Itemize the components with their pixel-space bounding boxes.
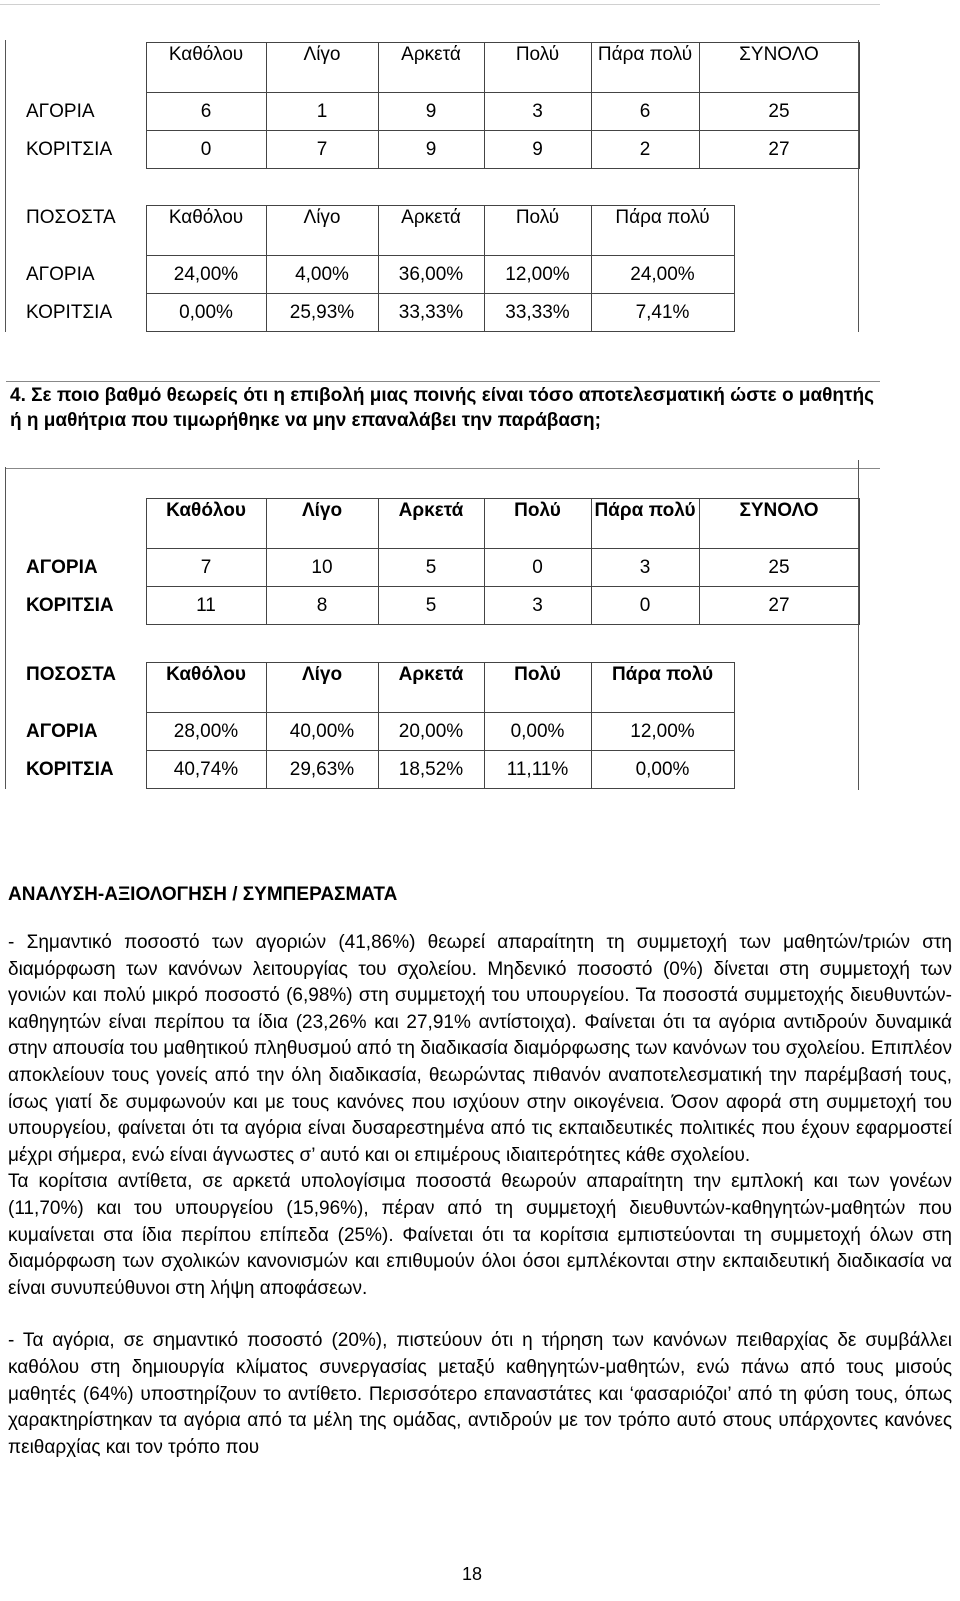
header-cell: Πολύ xyxy=(484,663,591,713)
row-label: ΚΟΡΙΤΣΙΑ xyxy=(26,301,113,323)
table-cell: 0 xyxy=(484,549,591,587)
table-cell: 0 xyxy=(591,587,699,625)
table-cell: 7 xyxy=(266,131,378,169)
page-number: 18 xyxy=(462,1564,483,1584)
question-text: 4. Σε ποιο βαθμό θεωρείς ότι η επιβολή μιας ποινής είναι τόσο αποτελεσματική ώστε ο μαθητής ή η μαθήτρια που τιμωρήθηκε να μην επαναλάβει την παράβαση; xyxy=(10,385,875,431)
analysis-body xyxy=(8,930,952,1461)
table-cell: 9 xyxy=(484,131,591,169)
table-cell: 5 xyxy=(378,549,484,587)
table-corner xyxy=(20,43,146,93)
table-cell: 25,93% xyxy=(266,294,378,332)
table-cell: 10 xyxy=(266,549,378,587)
header-cell: Πολύ xyxy=(484,499,591,549)
header-cell: Πάρα πολύ xyxy=(591,663,734,713)
row-label: ΑΓΟΡΙΑ xyxy=(26,100,95,122)
table-row xyxy=(20,131,859,169)
table-percent-1 xyxy=(20,205,735,332)
header-cell: Πάρα πολύ xyxy=(591,43,699,93)
table-row xyxy=(20,294,734,332)
table-cell: 0,00% xyxy=(591,751,734,789)
table-cell: 12,00% xyxy=(591,713,734,751)
table-cell: 4,00% xyxy=(266,256,378,294)
table-corner: ΠΟΣΟΣΤΑ xyxy=(26,206,116,228)
table-cell: 11 xyxy=(146,587,266,625)
table-cell: 40,00% xyxy=(266,713,378,751)
row-label: ΚΟΡΙΤΣΙΑ xyxy=(26,758,114,780)
row-label: ΑΓΟΡΙΑ xyxy=(26,556,98,578)
table-cell: 11,11% xyxy=(484,751,591,789)
row-label: ΚΟΡΙΤΣΙΑ xyxy=(26,138,113,160)
table-cell: 20,00% xyxy=(378,713,484,751)
analysis-heading: ΑΝΑΛΥΣΗ-ΑΞΙΟΛΟΓΗΣΗ / ΣΥΜΠΕΡΑΣΜΑΤΑ xyxy=(8,884,398,905)
table-header-row xyxy=(20,206,734,256)
header-cell: ΣΥΝΟΛΟ xyxy=(699,43,859,93)
top-rule xyxy=(0,4,880,5)
table-cell: 12,00% xyxy=(484,256,591,294)
header-cell: Λίγο xyxy=(266,206,378,256)
table-cell: 3 xyxy=(591,549,699,587)
table-cell: 25 xyxy=(699,549,859,587)
row-label: ΑΓΟΡΙΑ xyxy=(26,720,98,742)
header-cell: Πάρα πολύ xyxy=(591,206,734,256)
table-cell: 18,52% xyxy=(378,751,484,789)
table-cell: 28,00% xyxy=(146,713,266,751)
table-counts-2 xyxy=(20,498,860,625)
table-cell: 40,74% xyxy=(146,751,266,789)
table-row xyxy=(20,751,734,789)
table-cell: 0 xyxy=(146,131,266,169)
table-cell: 5 xyxy=(378,587,484,625)
table-cell: 36,00% xyxy=(378,256,484,294)
table-cell: 27 xyxy=(699,131,859,169)
header-cell: Πολύ xyxy=(484,206,591,256)
header-cell: Αρκετά xyxy=(378,663,484,713)
table-cell: 8 xyxy=(266,587,378,625)
table-cell: 24,00% xyxy=(146,256,266,294)
paragraph: - Σημαντικό ποσοστό των αγοριών (41,86%) θεωρεί απαραίτητη τη συμμετοχή των μαθητών/τριών στη διαμόρφωση των κανόνων λειτουργίας του σχολείου. Μηδενικό ποσοστό (0%) δίνεται στη συμμετοχή των γονιών και πολύ μικρό ποσοστό (6,98%) στη συμμετοχή του υπουργείου. Τα ποσοστά συμμετοχής διευθυντών-καθηγητών είναι περίπου τα ίδια (23,26% και 27,91% αντίστοιχα). Φαίνεται ότι τα αγόρια αντιδρούν δυναμικά στην απουσία του μαθητικού πληθυσμού από τη διαδικασία διαμόρφωσης των κανόνων του σχολείου. Επιπλέον αποκλείουν τους γονείς από την όλη διαδικασία, θεωρώντας πιθανόν αναποτελεσματική την παρέμβασή τους, ίσως γιατί δε συμφωνούν και με τους κανόνες που ισχύουν στην οικογένεια. Όσον αφορά στη συμμετοχή του υπουργείου, φαίνεται ότι τα αγόρια είναι δυσαρεστημένα από τις εκπαιδευτικές πολιτικές που έχουν εφαρμοστεί μέχρι σήμερα, ενώ είναι άγνωστες σ’ αυτό και οι επιμέρους ιδιαιτερότητες κάθε σχολείου. xyxy=(8,932,952,1166)
table-row xyxy=(20,587,859,625)
header-cell: Καθόλου xyxy=(146,663,266,713)
table-header-row xyxy=(20,663,734,713)
table-percent-2 xyxy=(20,662,735,789)
table-cell: 3 xyxy=(484,587,591,625)
table-corner xyxy=(20,499,146,549)
frame-left xyxy=(5,467,6,789)
header-cell: Καθόλου xyxy=(146,499,266,549)
table-cell: 24,00% xyxy=(591,256,734,294)
row-label: ΚΟΡΙΤΣΙΑ xyxy=(26,594,114,616)
table-row xyxy=(20,93,859,131)
table-header-row xyxy=(20,43,859,93)
table-cell: 9 xyxy=(378,131,484,169)
table-cell: 33,33% xyxy=(484,294,591,332)
header-cell: Λίγο xyxy=(266,499,378,549)
frame-left xyxy=(5,40,6,332)
table-row xyxy=(20,713,734,751)
table-header-row xyxy=(20,499,859,549)
paragraph: Τα κορίτσια αντίθετα, σε αρκετά υπολογίσιμα ποσοστά θεωρούν απαραίτητη την εμπλοκή και των γονέων (11,70%) και του υπουργείου (15,96%), πέραν από τη συμμετοχή διευθυντών-καθηγητών-μαθητών που κυμαίνεται στα ίδια περίπου επίπεδα (25%). Φαίνεται ότι τα κορίτσια εμπιστεύονται τη συμμετοχή όλων στη διαμόρφωση των σχολικών κανονισμών και επιθυμούν όλοι όσοι εμπλέκονται στην εκπαιδευτική διαδικασία να είναι συνυπεύθυνοι στη λήψη αποφάσεων. xyxy=(8,1171,952,1299)
table-cell: 9 xyxy=(378,93,484,131)
header-cell: Καθόλου xyxy=(146,43,266,93)
header-cell: Λίγο xyxy=(266,663,378,713)
header-cell: Αρκετά xyxy=(378,43,484,93)
table-counts-1 xyxy=(20,42,860,169)
table-cell: 6 xyxy=(146,93,266,131)
header-cell: Λίγο xyxy=(266,43,378,93)
header-cell: Πάρα πολύ xyxy=(591,499,699,549)
header-cell: Πολύ xyxy=(484,43,591,93)
table-cell: 33,33% xyxy=(378,294,484,332)
table-row xyxy=(20,549,859,587)
table-cell: 29,63% xyxy=(266,751,378,789)
table-cell: 7 xyxy=(146,549,266,587)
table-corner: ΠΟΣΟΣΤΑ xyxy=(26,663,116,685)
table-cell: 25 xyxy=(699,93,859,131)
table-cell: 0,00% xyxy=(484,713,591,751)
table-cell: 3 xyxy=(484,93,591,131)
table-row xyxy=(20,256,734,294)
table-cell: 0,00% xyxy=(146,294,266,332)
table-cell: 7,41% xyxy=(591,294,734,332)
row-label: ΑΓΟΡΙΑ xyxy=(26,263,95,285)
header-cell: Αρκετά xyxy=(378,499,484,549)
table-cell: 2 xyxy=(591,131,699,169)
table-cell: 27 xyxy=(699,587,859,625)
paragraph: - Τα αγόρια, σε σημαντικό ποσοστό (20%), πιστεύουν ότι η τήρηση των κανόνων πειθαρχίας δε συμβάλλει καθόλου στη δημιουργία κλίματος συνεργασίας μεταξύ καθηγητών-μαθητών, ενώ πάνω από τους μισούς μαθητές (64%) υποστηρίζουν το αντίθετο. Περισσότερο επαναστάτες και ‘φασαριόζοι’ από τη φύση τους, όπως χαρακτηρίστηκαν τα αγόρια από τα μέλη της ομάδας, αντιδρούν με τον τρόπο αυτό στους υπάρχοντες κανόνες πειθαρχίας και τον τρόπο που xyxy=(8,1330,952,1458)
header-cell: ΣΥΝΟΛΟ xyxy=(699,499,859,549)
table-cell: 6 xyxy=(591,93,699,131)
header-cell: Αρκετά xyxy=(378,206,484,256)
header-cell: Καθόλου xyxy=(146,206,266,256)
table-cell: 1 xyxy=(266,93,378,131)
